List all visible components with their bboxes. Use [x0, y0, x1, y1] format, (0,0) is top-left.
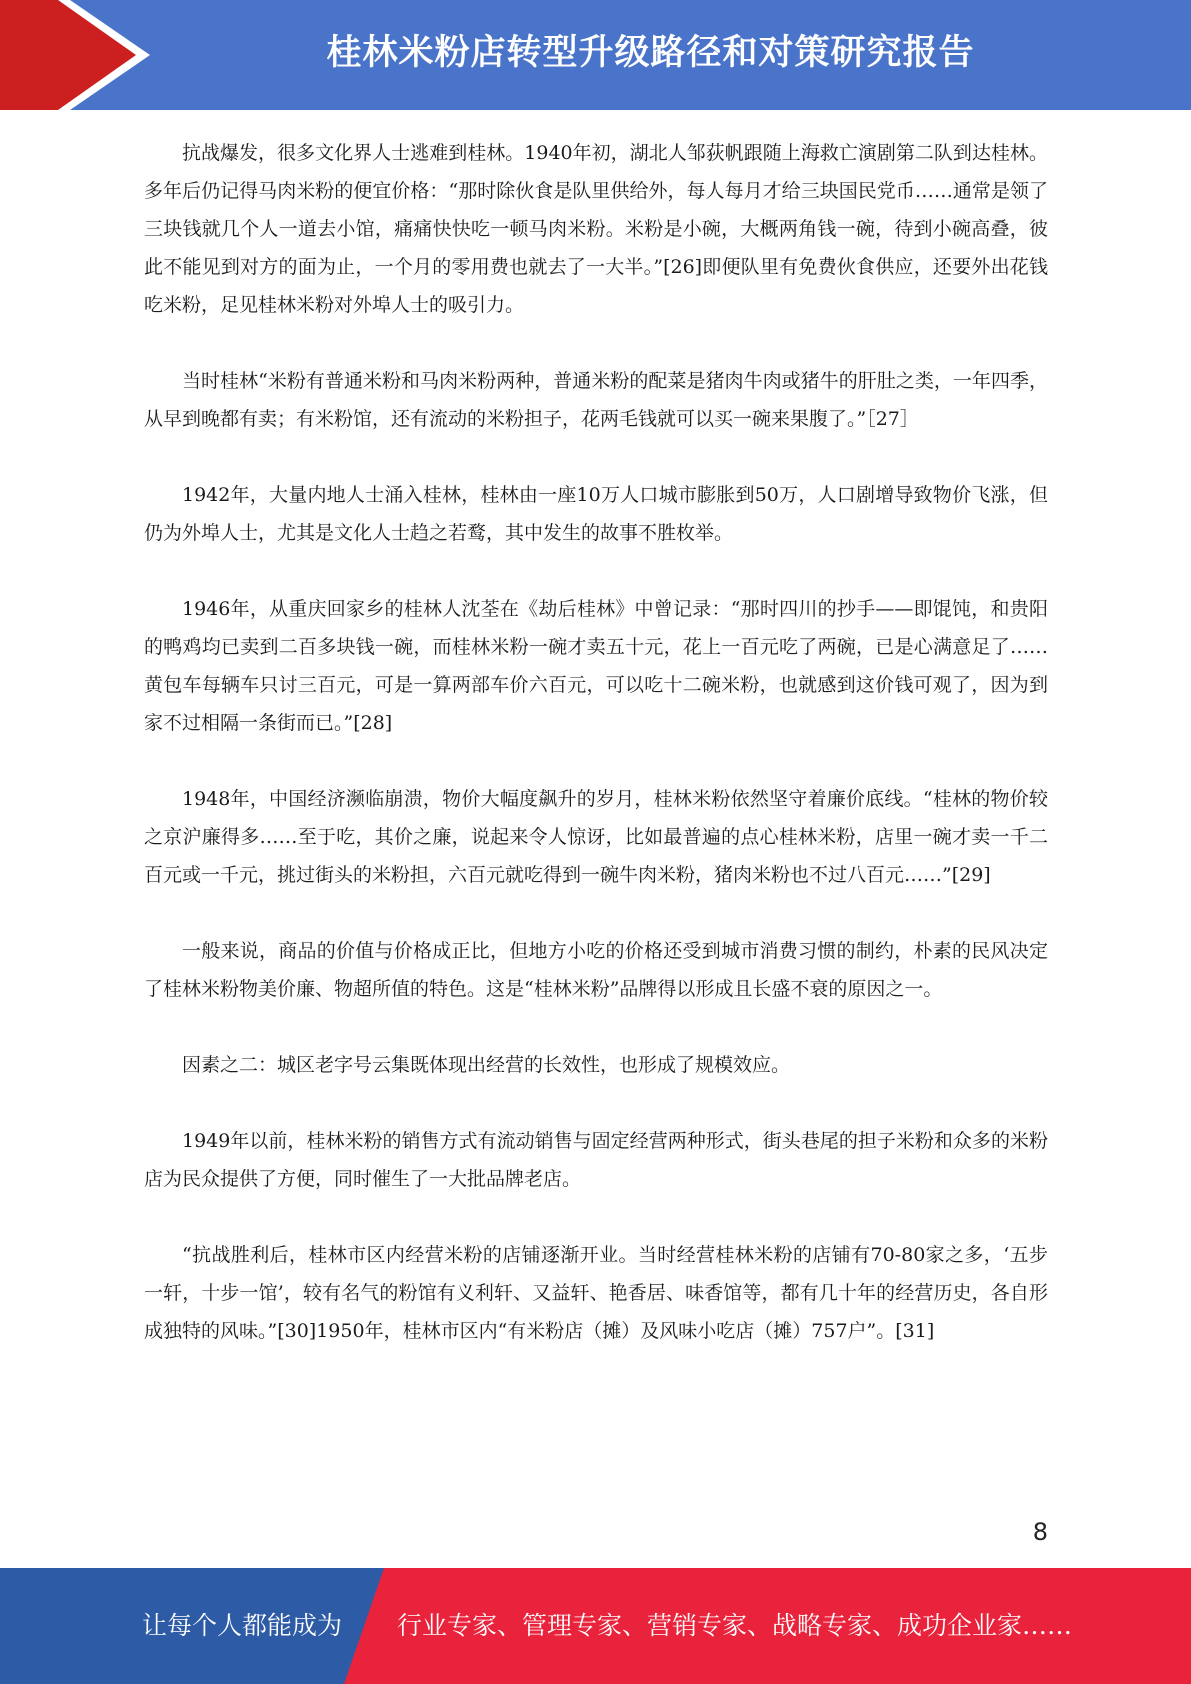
- page-number: 8: [1032, 1518, 1048, 1546]
- footer-slogan-right: 行业专家、管理专家、营销专家、战略专家、成功企业家……: [397, 1611, 1073, 1640]
- document-body: [144, 134, 1048, 1388]
- paragraph: 1942年，大量内地人士涌入桂林，桂林由一座10万人口城市膨胀到50万，人口剧增导致物价飞涨，但仍为外埠人士，尤其是文化人士趋之若鹜，其中发生的故事不胜枚举。: [144, 484, 1048, 544]
- paragraph: 1948年，中国经济濒临崩溃，物价大幅度飙升的岁月，桂林米粉依然坚守着廉价底线。“桂林的物价较之京沪廉得多……至于吃，其价之廉，说起来令人惊讶，比如最普遍的点心桂林米粉，店里一碗才卖一千二百元或一千元，挑过街头的米粉担，六百元就吃得到一碗牛肉米粉，猪肉米粉也不过八百元……”[29]: [144, 788, 1048, 886]
- paragraph: 1946年，从重庆回家乡的桂林人沈荃在《劫后桂林》中曾记录：“那时四川的抄手——即馄饨，和贵阳的鸭鸡均已卖到二百多块钱一碗，而桂林米粉一碗才卖五十元，花上一百元吃了两碗，已是心满意足了……黄包车每辆车只讨三百元，可是一算两部车价六百元，可以吃十二碗米粉，也就感到这价钱可观了，因为到家不过相隔一条街而已。”[28]: [144, 598, 1048, 734]
- paragraph: 当时桂林“米粉有普通米粉和马肉米粉两种，普通米粉的配菜是猪肉牛肉或猪牛的肝肚之类，一年四季，从早到晚都有卖；有米粉馆，还有流动的米粉担子，花两毛钱就可以买一碗来果腹了。”［27］: [144, 370, 1048, 430]
- page-footer: [0, 1568, 1191, 1684]
- paragraph: 抗战爆发，很多文化界人士逃难到桂林。1940年初，湖北人邹荻帆跟随上海救亡演剧第二队到达桂林。多年后仍记得马肉米粉的便宜价格：“那时除伙食是队里供给外，每人每月才给三块国民党币……通常是领了三块钱就几个人一道去小馆，痛痛快快吃一顿马肉米粉。米粉是小碗，大概两角钱一碗，待到小碗高叠，彼此不能见到对方的面为止，一个月的零用费也就去了一大半。”[26]即便队里有免费伙食供应，还要外出花钱吃米粉，足见桂林米粉对外埠人士的吸引力。: [144, 142, 1048, 316]
- footer-slogan-left: 让每个人都能成为: [142, 1611, 343, 1640]
- document-title: 桂林米粉店转型升级路径和对策研究报告: [326, 33, 975, 73]
- paragraph: 1949年以前，桂林米粉的销售方式有流动销售与固定经营两种形式，街头巷尾的担子米粉和众多的米粉店为民众提供了方便，同时催生了一大批品牌老店。: [144, 1130, 1048, 1190]
- page-header: [0, 0, 1191, 110]
- paragraph: 一般来说，商品的价值与价格成正比，但地方小吃的价格还受到城市消费习惯的制约，朴素的民风决定了桂林米粉物美价廉、物超所值的特色。这是“桂林米粉”品牌得以形成且长盛不衰的原因之一。: [144, 940, 1048, 1000]
- paragraph: 因素之二：城区老字号云集既体现出经营的长效性，也形成了规模效应。: [182, 1054, 791, 1076]
- paragraph: “抗战胜利后，桂林市区内经营米粉的店铺逐渐开业。当时经营桂林米粉的店铺有70-80家之多，‘五步一轩，十步一馆’，较有名气的粉馆有义利轩、又益轩、艳香居、味香馆等，都有几十年的经营历史，各自形成独特的风味。”[30]1950年，桂林市区内“有米粉店（摊）及风味小吃店（摊）757户”。[31]: [144, 1244, 1048, 1342]
